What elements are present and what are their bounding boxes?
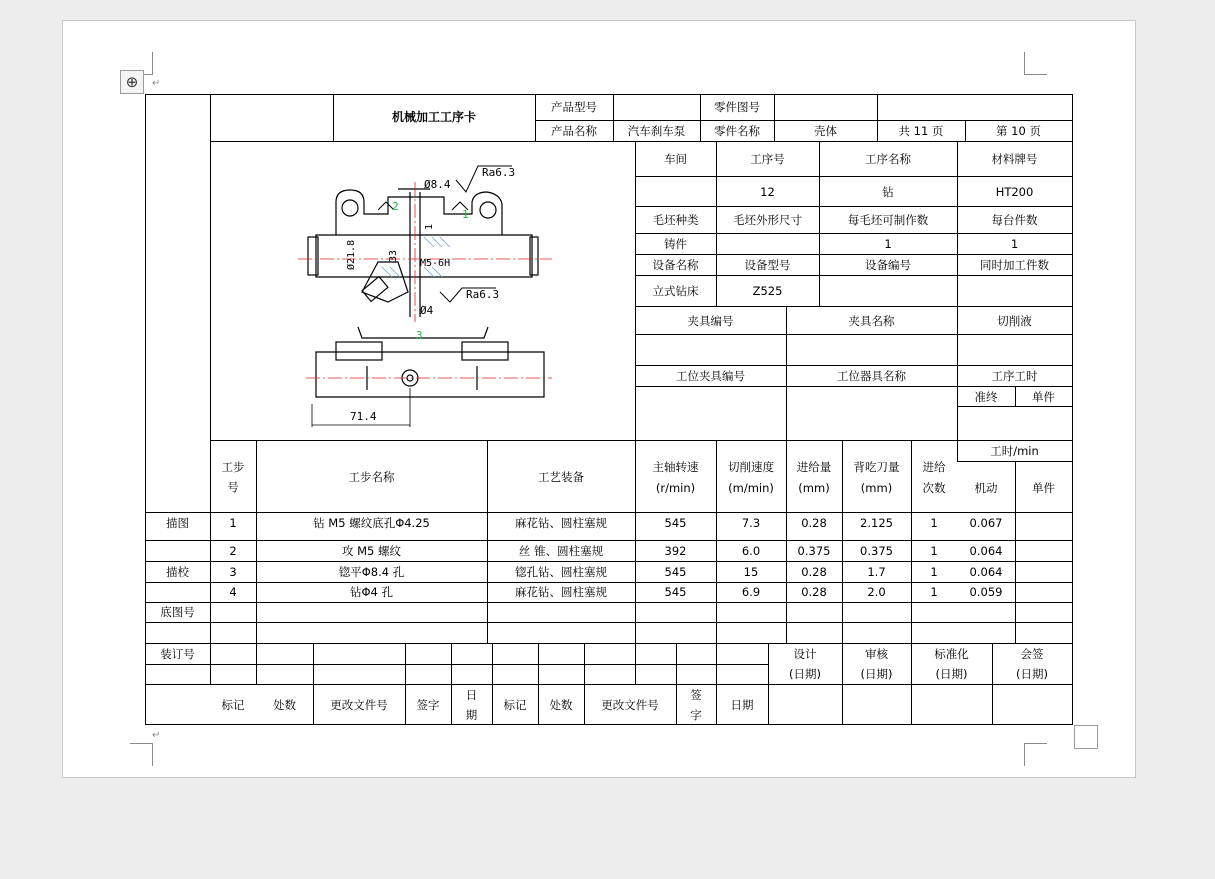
step-depth-cell: 2.0 — [867, 585, 886, 599]
step-time-cell: 0.064 — [969, 544, 1003, 558]
material-label: 材料牌号 — [991, 152, 1038, 166]
unit-time-label: 单件 — [1032, 390, 1055, 404]
step-name-header: 工步名称 — [348, 470, 395, 484]
step-no-cell: 4 — [229, 585, 237, 599]
step-feed-cell: 0.28 — [801, 516, 827, 530]
step-feed-cell: 0.28 — [801, 565, 827, 579]
blank-type-label: 毛坯种类 — [652, 213, 699, 227]
date-label-v: 期 — [465, 708, 478, 722]
step-no-cell: 3 — [229, 565, 237, 579]
equipment-model-label: 设备型号 — [744, 258, 791, 272]
unit-time-header: 单件 — [1032, 481, 1055, 495]
binding-no-label: 装订号 — [160, 647, 195, 661]
page-number: 第 10 页 — [996, 124, 1041, 138]
step-name-cell: 锪平Φ8.4 孔 — [338, 565, 405, 579]
equipment-header: 工艺装备 — [538, 470, 584, 484]
step-speed-cell: 545 — [664, 585, 687, 599]
setup-time-label: 准终 — [974, 390, 998, 404]
crop-mark-top-right — [1024, 52, 1047, 75]
step-speed-cell: 392 — [664, 544, 687, 558]
support-label-1: 1 — [462, 208, 469, 221]
equipment-name-value: 立式钻床 — [652, 284, 699, 298]
equipment-model-value: Z525 — [752, 284, 783, 298]
fixture-name-label: 夹具名称 — [848, 314, 895, 328]
product-name-label: 产品名称 — [551, 124, 597, 138]
process-time-label: 工序工时 — [991, 369, 1038, 383]
part-top-view — [308, 189, 538, 317]
station-tool-name-label: 工位器具名称 — [837, 369, 906, 383]
change-doc-label: 更改文件号 — [601, 698, 659, 712]
step-no-cell: 1 — [229, 516, 237, 530]
step-speed-cell: 545 — [664, 565, 687, 579]
side-label: 描校 — [166, 565, 189, 579]
step-depth-cell: 0.375 — [860, 544, 893, 558]
countersign-date-label: (日期) — [1016, 667, 1048, 681]
step-name-cell: 钻 M5 螺纹底孔Φ4.25 — [313, 516, 430, 530]
step-no-header: 工步 — [221, 460, 245, 474]
passes-header: 进给 — [922, 460, 946, 474]
support-label-2: 2 — [392, 200, 399, 213]
length-dim: 71.4 — [350, 410, 377, 423]
depth-header: 背吃刀量 — [853, 460, 900, 474]
step-cut-cell: 7.3 — [741, 516, 761, 530]
cutting-speed-unit: (m/min) — [728, 481, 774, 495]
step-tool-cell: 麻花钻、圆柱塞规 — [515, 516, 607, 530]
countersign-label: 会签 — [1020, 647, 1044, 661]
step-time-cell: 0.067 — [969, 516, 1003, 530]
dim-33: 33 — [388, 249, 399, 262]
count-label: 处数 — [273, 698, 296, 712]
step-depth-cell: 2.125 — [860, 516, 893, 530]
station-fixture-no-label: 工位夹具编号 — [676, 369, 745, 383]
step-name-cell: 攻 M5 螺纹 — [341, 544, 402, 558]
side-label: 底图号 — [160, 605, 195, 619]
pieces-per-unit-value: 1 — [1010, 237, 1019, 251]
hole-diameter-dim: Ø8.4 — [424, 178, 451, 191]
step-passes-cell: 1 — [930, 585, 938, 599]
count-label: 处数 — [549, 698, 573, 712]
side-label: 描图 — [166, 516, 189, 530]
paragraph-mark-icon: ↵ — [152, 78, 161, 89]
simultaneous-label: 同时加工件数 — [980, 258, 1049, 272]
depth-unit: (mm) — [860, 481, 893, 495]
thread-spec: M5-6H — [420, 258, 451, 269]
table-resize-handle[interactable] — [1074, 725, 1098, 749]
equipment-name-label: 设备名称 — [652, 258, 699, 272]
passes-header: 次数 — [922, 481, 946, 495]
mark-label: 标记 — [221, 698, 245, 712]
part-drawing-no-label: 零件图号 — [714, 100, 760, 114]
support-label-3: 3 — [416, 329, 423, 342]
step-no-cell: 2 — [229, 544, 237, 558]
workshop-label: 车间 — [664, 152, 687, 166]
design-label: 设计 — [793, 647, 817, 661]
paragraph-mark-icon: ↵ — [152, 730, 161, 741]
step-no-header: 号 — [227, 480, 239, 494]
roughness-bottom: Ra6.3 — [466, 288, 500, 301]
step-tool-cell: 锪孔钻、圆柱塞规 — [515, 565, 607, 579]
spindle-speed-header: 主轴转速 — [652, 460, 699, 474]
card-title: 机械加工工序卡 — [391, 110, 476, 124]
part-name-label: 零件名称 — [714, 124, 760, 138]
design-date-label: (日期) — [789, 667, 821, 681]
review-date-label: (日期) — [860, 667, 893, 681]
total-pages: 共 11 页 — [898, 124, 944, 138]
machine-time-header: 机动 — [974, 481, 998, 495]
part-bottom-view — [316, 327, 544, 397]
step-feed-cell: 0.28 — [801, 585, 827, 599]
step-tool-cell: 麻花钻、圆柱塞规 — [515, 585, 607, 599]
step-cut-cell: 6.0 — [741, 544, 761, 558]
part-drawing — [212, 142, 635, 440]
cutting-speed-header: 切削速度 — [728, 460, 774, 474]
pieces-per-blank-value: 1 — [884, 237, 892, 251]
dim-1: 1 — [424, 223, 435, 230]
step-feed-cell: 0.375 — [797, 544, 831, 558]
step-passes-cell: 1 — [930, 516, 938, 530]
blank-type-value: 铸件 — [664, 237, 687, 251]
step-time-cell: 0.064 — [969, 565, 1003, 579]
product-model-label: 产品型号 — [551, 100, 597, 114]
step-tool-cell: 丝 锥、圆柱塞规 — [518, 544, 604, 558]
step-cut-cell: 15 — [743, 565, 759, 579]
fixture-no-label: 夹具编号 — [687, 314, 734, 328]
hole-diameter-dim-2: Ø4 — [420, 304, 434, 317]
step-speed-cell: 545 — [664, 516, 687, 530]
process-no-value: 12 — [760, 185, 775, 199]
pieces-per-unit-label: 每台件数 — [991, 213, 1038, 227]
sign-label-v: 签 — [690, 688, 702, 702]
step-time-cell: 0.059 — [969, 585, 1003, 599]
coolant-label: 切削液 — [997, 314, 1032, 328]
step-passes-cell: 1 — [930, 565, 938, 579]
step-cut-cell: 6.9 — [741, 585, 761, 599]
product-name-value: 汽车刹车泵 — [627, 124, 686, 138]
process-no-label: 工序号 — [750, 152, 785, 166]
sign-label-v: 字 — [690, 708, 702, 722]
mark-label: 标记 — [503, 698, 527, 712]
crop-mark-bottom-left — [130, 743, 153, 766]
date-label: 日期 — [730, 698, 754, 712]
pieces-per-blank-label: 每毛坯可制作数 — [847, 213, 929, 227]
process-name-value: 钻 — [882, 185, 894, 199]
feed-unit: (mm) — [798, 481, 830, 495]
step-depth-cell: 1.7 — [867, 565, 886, 579]
part-name-value: 壳体 — [814, 124, 837, 138]
standard-date-label: (日期) — [935, 667, 968, 681]
sign-label: 签字 — [416, 698, 440, 712]
bore-diameter-dim: Ø21.8 — [346, 239, 357, 270]
crop-mark-bottom-right — [1024, 743, 1047, 766]
standard-label: 标准化 — [934, 647, 969, 661]
change-doc-label: 更改文件号 — [330, 698, 388, 712]
material-value: HT200 — [995, 185, 1034, 199]
date-label-v: 日 — [465, 688, 478, 702]
equipment-no-label: 设备编号 — [865, 258, 911, 272]
feed-header: 进给量 — [796, 460, 832, 474]
time-header: 工时/min — [990, 444, 1039, 458]
review-label: 审核 — [865, 647, 888, 661]
process-name-label: 工序名称 — [865, 152, 911, 166]
spindle-speed-unit: (r/min) — [655, 481, 696, 495]
table-move-handle-icon[interactable]: ⊕ — [120, 70, 144, 94]
roughness-top: Ra6.3 — [482, 166, 516, 179]
step-passes-cell: 1 — [930, 544, 938, 558]
blank-size-label: 毛坯外形尺寸 — [733, 213, 802, 227]
step-name-cell: 钻Φ4 孔 — [349, 585, 394, 599]
